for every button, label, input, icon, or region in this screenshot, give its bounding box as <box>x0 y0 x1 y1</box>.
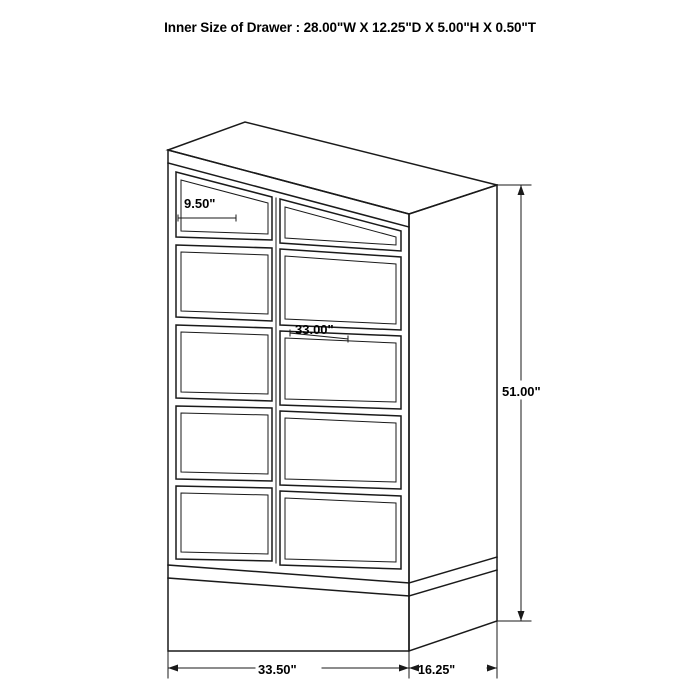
cabinet-side-face <box>409 185 497 651</box>
cabinet-base <box>168 557 497 596</box>
drawer-front-left-4 <box>176 406 272 481</box>
dimension-drawer-height <box>178 215 236 221</box>
drawer-front-right-4 <box>280 411 401 489</box>
drawer-front-right-5 <box>280 491 401 569</box>
drawer-front-left-2 <box>176 245 272 321</box>
cabinet-front-face <box>168 150 409 651</box>
drawer-front-left-3 <box>176 325 272 401</box>
front-top-edge <box>168 163 409 227</box>
label-total-depth: 16.25" <box>418 663 456 677</box>
drawer-front-right-2 <box>280 249 401 330</box>
cabinet-top-panel <box>168 122 497 214</box>
drawer-front-right-3 <box>280 331 401 409</box>
label-front-width: 33.00" <box>295 322 334 337</box>
dimension-total-height <box>497 185 531 621</box>
label-total-width: 33.50" <box>258 662 297 677</box>
drawer-front-left-5 <box>176 486 272 561</box>
label-drawer-height: 9.50" <box>184 196 216 211</box>
page-title: Inner Size of Drawer : 28.00"W X 12.25"D X 5.00"H X 0.50"T <box>164 20 536 35</box>
label-total-height: 51.00" <box>502 384 541 399</box>
